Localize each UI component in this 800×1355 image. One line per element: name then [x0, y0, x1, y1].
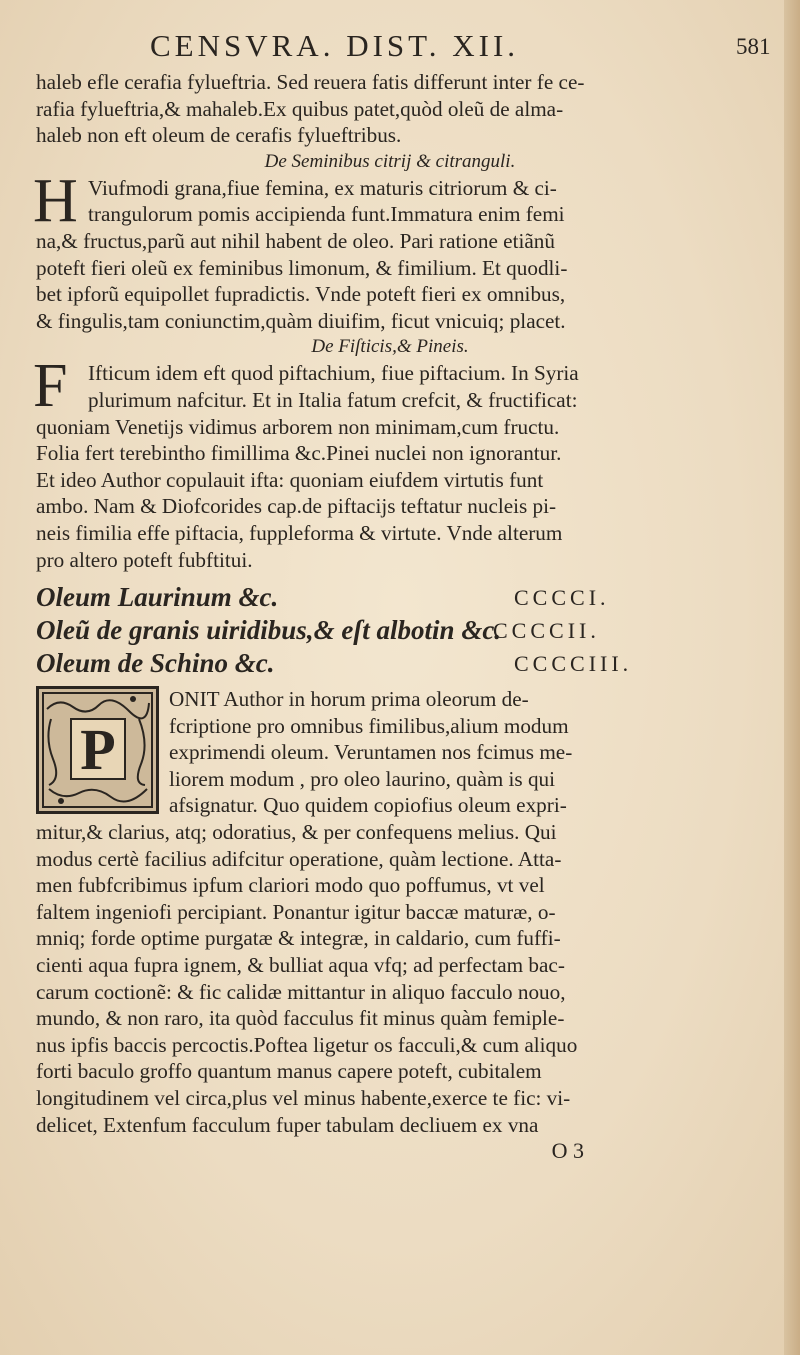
- text-line: Viufmodi grana,fiue femina, ex maturis citriorum & ci-: [88, 175, 557, 200]
- text-line: Et ideo Author copulauit ifta: quoniam eiufdem virtutis funt: [36, 467, 544, 492]
- rubric-label: Oleum Laurinum &c.: [36, 582, 279, 613]
- text-line: exprimendi oleum. Veruntamen nos fcimus me-: [169, 740, 573, 765]
- text-line: neis fimilia effe piftacia, fuppleforma & virtute. Vnde alterum: [36, 520, 563, 545]
- text-line: poteft fieri oleũ ex feminibus limonum, & fimilium. Et quodli-: [36, 255, 568, 280]
- page-header: [0, 28, 800, 68]
- signature-mark: O 3: [551, 1138, 584, 1164]
- text-line: haleb efle cerafia fylueftria. Sed reuera fatis differunt inter fe ce-: [36, 70, 585, 94]
- section-subtitle-citri: De Seminibus citrij & citranguli.: [264, 150, 516, 172]
- text-line: mundo, & non raro, ita quòd facculus fit minus quàm femiple-: [36, 1006, 565, 1031]
- text-line: delicet, Extenfum facculum fuper tabulam decliuem ex vna: [36, 1112, 539, 1137]
- text-line: liorem modum , pro oleo laurino, quàm is qui: [169, 766, 556, 791]
- text-line: carum coctionẽ: & fic calidæ mittantur in aliquo facculo nouo,: [36, 979, 566, 1004]
- rubric-heading: [36, 581, 784, 614]
- text-line: bet ipforũ equipollet fupradictis. Vnde poteft fieri ex omnibus,: [36, 282, 566, 307]
- text-line: pro altero poteft fubftitui.: [36, 547, 253, 572]
- text-line: haleb non eft oleum de cerafis fylueftribus.: [36, 123, 402, 148]
- page-number: 581: [736, 34, 771, 59]
- text-line: Ifticum idem eft quod piftachium, fiue piftacium. In Syria: [88, 361, 579, 386]
- text-line: trangulorum pomis accipienda funt.Immatura enim femi: [88, 202, 565, 227]
- text-line: fcriptione pro omnibus fimilibus,alium modum: [169, 713, 569, 738]
- initial-letter: H: [33, 166, 78, 235]
- rubric-number: CCCCII.: [493, 618, 600, 644]
- woodcut-letter: P: [80, 717, 116, 783]
- text-line: longitudinem vel circa,plus vel minus habente,exerce te fic: vi-: [36, 1086, 571, 1110]
- text-line: plurimum nafcitur. Et in Italia fatum crefcit, & fructificat:: [88, 387, 578, 412]
- rubric-heading: [36, 614, 784, 647]
- page-edge: [784, 0, 800, 1355]
- section-subtitle-fistici: De Fiſticis,& Pineis.: [311, 336, 469, 358]
- text-line: forti baculo groffo quantum manus capere poteft, cubitalem: [36, 1059, 542, 1084]
- paragraph-intro: [36, 69, 784, 149]
- text-line: quoniam Venetijs vidimus arborem non minimam,cum fructu.: [36, 414, 560, 439]
- text-line: faltem ingeniofi percipiant. Ponantur igitur baccæ maturæ, o-: [36, 899, 556, 924]
- text-block: [33, 69, 784, 1165]
- rubric-label: Oleum de Schino &c.: [36, 648, 275, 679]
- text-line: mitur,& clarius, atq; odoratius, & per confequens melius. Qui: [36, 820, 557, 845]
- text-line: na,& fructus,parũ aut nihil habent de oleo. Pari ratione etiãnũ: [36, 228, 555, 253]
- rubric-heading: [36, 647, 784, 680]
- text-line: nus ipfis baccis percoctis.Poftea ligetur os facculi,& cum aliquo: [36, 1032, 578, 1057]
- text-line: men fubfcribimus ipfum clariori modo quo poffumus, vt vel: [36, 873, 545, 898]
- running-title: CENSVRA. DIST. XII.: [150, 28, 520, 63]
- initial-letter: F: [33, 352, 68, 421]
- rubric-label: Oleũ de granis uiridibus,& eſt albotin &c.: [36, 615, 502, 646]
- text-line: ambo. Nam & Diofcorides cap.de piftacijs teftatur nucleis pi-: [36, 494, 557, 519]
- rubric-number: CCCCI.: [514, 585, 610, 611]
- paragraph-main: [36, 686, 784, 1138]
- text-line: afsignatur. Quo quidem copiofius oleum expri-: [169, 793, 567, 818]
- text-line: modus certè facilius adifcitur operatione, quàm lectione. Atta-: [36, 846, 562, 871]
- text-line: mniq; forde optime purgatæ & integræ, in caldario, cum fuffi-: [36, 926, 561, 951]
- paragraph-citri: [33, 166, 784, 335]
- paragraph-fistici: [33, 352, 784, 573]
- woodcut-initial-image: [36, 686, 159, 814]
- text-line: & fingulis,tam coniunctim,quàm diuifim, ficut vnicuiq; placet.: [36, 308, 566, 333]
- text-line: rafia fylueftria,& mahaleb.Ex quibus patet,quòd oleũ de alma-: [36, 96, 564, 121]
- text-line: cienti aqua fupra ignem, & bulliat aqua vfq; ad perfectam bac-: [36, 953, 565, 978]
- text-line: Folia fert terebintho fimillima &c.Pinei nuclei non ignorantur.: [36, 441, 562, 466]
- text-line: ONIT Author in horum prima oleorum de-: [169, 687, 529, 712]
- rubric-number: CCCCIII.: [514, 651, 633, 677]
